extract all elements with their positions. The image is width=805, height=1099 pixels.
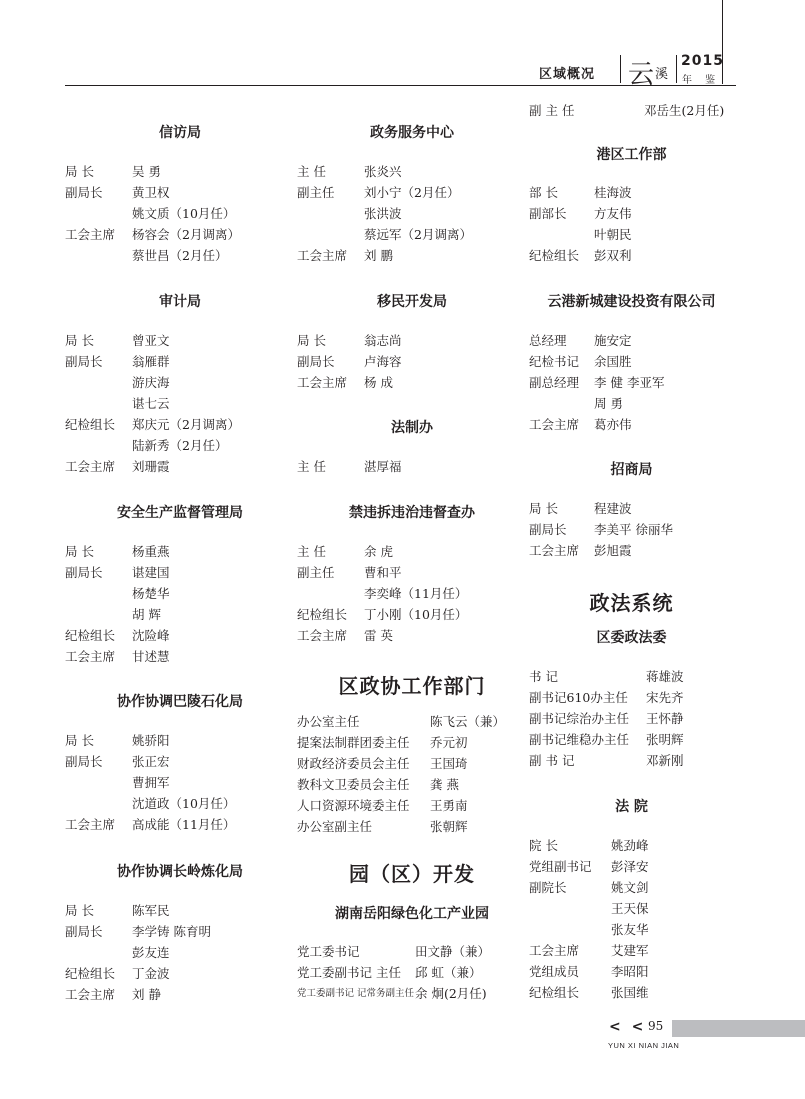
section-heading: 区政协工作部门 — [338, 674, 486, 698]
staff-name: 邓岳生(2月任) — [644, 103, 725, 118]
org-block — [297, 417, 527, 477]
staff-role: 主 任 — [297, 544, 326, 559]
staff-name: 陆新秀（2月任） — [132, 438, 228, 453]
org-title: 信访局 — [159, 125, 201, 141]
org-title: 移民开发局 — [377, 294, 447, 310]
staff-role: 副书记维稳办主任 — [529, 732, 630, 747]
org-block — [297, 502, 527, 646]
staff-name: 葛亦伟 — [594, 417, 632, 432]
staff-role: 副主任 — [297, 565, 335, 580]
org-title: 云港新城建设投资有限公司 — [547, 294, 716, 310]
org-block — [297, 122, 527, 266]
yearbook-year: 2015 — [681, 53, 724, 69]
staff-role: 局 长 — [65, 733, 94, 748]
staff-role: 纪检组长 — [529, 248, 580, 263]
staff-row — [65, 646, 295, 667]
staff-role: 工会主席 — [529, 417, 580, 432]
staff-role: 工会主席 — [297, 248, 348, 263]
staff-row — [65, 793, 295, 814]
staff-row — [297, 541, 527, 562]
staff-row — [297, 983, 527, 1004]
staff-name: 湛厚福 — [364, 459, 402, 474]
staff-name: 姚骄阳 — [132, 733, 170, 748]
staff-role: 局 长 — [297, 333, 326, 348]
staff-role: 主 任 — [297, 459, 326, 474]
staff-role: 纪检组长 — [297, 607, 348, 622]
staff-name: 丁金波 — [132, 966, 170, 981]
staff-role: 提案法制群团委主任 — [297, 735, 410, 750]
staff-role: 局 长 — [65, 164, 94, 179]
staff-name: 谌建国 — [132, 565, 170, 580]
staff-row — [529, 393, 734, 414]
staff-row — [65, 351, 295, 372]
staff-row — [297, 753, 527, 774]
footer-romanized-title: YUN XI NIAN JIAN — [608, 1041, 680, 1050]
staff-role: 教科文卫委员会主任 — [297, 777, 410, 792]
section-block — [529, 587, 734, 616]
staff-name: 彭双利 — [594, 248, 632, 263]
org-title: 区委政法委 — [596, 630, 667, 646]
staff-name: 郑庆元（2月调离） — [132, 417, 240, 432]
staff-role: 局 长 — [65, 903, 94, 918]
staff-row — [297, 962, 527, 983]
staff-name: 丁小刚（10月任） — [364, 607, 468, 622]
staff-name: 施安定 — [594, 333, 632, 348]
staff-row — [529, 540, 734, 561]
staff-name: 张友华 — [611, 922, 649, 937]
staff-name: 刘小宁（2月任） — [364, 185, 460, 200]
staff-role: 主 任 — [297, 164, 326, 179]
yearbook-logo-main: 云 — [628, 60, 655, 90]
page-number: 95 — [648, 1019, 664, 1033]
staff-name: 曾亚文 — [132, 333, 170, 348]
staff-row — [65, 414, 295, 435]
staff-name: 艾建军 — [611, 943, 649, 958]
staff-name: 杨楚华 — [132, 586, 170, 601]
staff-row — [297, 711, 527, 732]
staff-row — [529, 835, 734, 856]
staff-role: 党工委副书记 主任 — [297, 965, 401, 980]
staff-name: 黄卫权 — [132, 185, 170, 200]
staff-row — [65, 224, 295, 245]
staff-name: 姚文质（10月任） — [132, 206, 236, 221]
staff-row — [529, 708, 734, 729]
staff-name: 陈飞云（兼） — [430, 714, 506, 729]
staff-role: 党组成员 — [529, 964, 580, 979]
staff-row — [65, 730, 295, 751]
org-block — [65, 861, 295, 1005]
staff-role: 工会主席 — [529, 943, 580, 958]
staff-name: 卢海容 — [364, 354, 402, 369]
staff-name: 张炎兴 — [364, 164, 402, 179]
staff-role: 工会主席 — [65, 227, 116, 242]
org-block — [529, 459, 734, 561]
staff-row — [65, 330, 295, 351]
org-block — [529, 796, 734, 1003]
staff-role: 副局长 — [297, 354, 335, 369]
staff-row — [529, 351, 734, 372]
staff-role: 工会主席 — [297, 375, 348, 390]
staff-row — [529, 100, 734, 121]
staff-row — [65, 984, 295, 1005]
staff-row — [529, 666, 734, 687]
staff-role: 财政经济委员会主任 — [297, 756, 410, 771]
staff-row — [65, 435, 295, 456]
org-block — [65, 122, 295, 266]
org-block-continued — [529, 100, 734, 121]
staff-name: 杨容会（2月调离） — [132, 227, 240, 242]
staff-role: 副局长 — [529, 522, 567, 537]
staff-row — [65, 203, 295, 224]
staff-row — [297, 182, 527, 203]
staff-row — [65, 921, 295, 942]
staff-row — [65, 393, 295, 414]
staff-name: 刘 静 — [132, 987, 161, 1002]
org-block — [529, 627, 734, 771]
org-title: 湖南岳阳绿色化工产业园 — [335, 906, 489, 922]
staff-name: 王国琦 — [430, 756, 468, 771]
staff-row — [65, 625, 295, 646]
staff-role: 院 长 — [529, 838, 558, 853]
staff-role: 纪检组长 — [65, 966, 116, 981]
staff-name: 姚文剑 — [611, 880, 649, 895]
staff-name: 王勇南 — [430, 798, 468, 813]
staff-row — [529, 224, 734, 245]
staff-row — [297, 203, 527, 224]
staff-row — [529, 750, 734, 771]
staff-role: 副局长 — [65, 354, 103, 369]
org-title: 港区工作部 — [596, 147, 667, 163]
section-heading: 园（区）开发 — [349, 862, 475, 886]
staff-row — [297, 562, 527, 583]
staff-row — [529, 877, 734, 898]
staff-name: 龚 燕 — [430, 777, 459, 792]
staff-name: 姚劲峰 — [611, 838, 649, 853]
staff-name: 杨重燕 — [132, 544, 170, 559]
staff-row — [529, 961, 734, 982]
staff-role: 办公室副主任 — [297, 819, 373, 834]
staff-row — [65, 751, 295, 772]
staff-role: 纪检组长 — [65, 417, 116, 432]
staff-role: 副局长 — [65, 565, 103, 580]
header-separator — [676, 55, 677, 83]
staff-name: 杨 成 — [364, 375, 393, 390]
staff-name: 彭泽安 — [611, 859, 649, 874]
staff-row — [529, 940, 734, 961]
staff-row — [297, 732, 527, 753]
staff-name: 李美平 徐丽华 — [594, 522, 673, 537]
staff-role: 工会主席 — [65, 987, 116, 1002]
org-title: 政务服务中心 — [370, 125, 454, 141]
org-title: 协作协调长岭炼化局 — [117, 864, 243, 880]
staff-row — [65, 541, 295, 562]
staff-name: 张朝辉 — [430, 819, 468, 834]
section-block — [297, 858, 527, 887]
staff-row — [529, 372, 734, 393]
staff-name: 刘珊霞 — [132, 459, 170, 474]
staff-name: 曹拥军 — [132, 775, 170, 790]
staff-row — [529, 919, 734, 940]
staff-row — [297, 372, 527, 393]
staff-row — [529, 856, 734, 877]
staff-row — [529, 898, 734, 919]
staff-name: 沈道政（10月任） — [132, 796, 236, 811]
staff-role: 副 书 记 — [529, 753, 575, 768]
staff-role: 副局长 — [65, 754, 103, 769]
staff-row — [297, 816, 527, 837]
staff-row — [65, 604, 295, 625]
header-vertical-rule — [722, 0, 723, 84]
org-title: 法 院 — [615, 799, 648, 815]
staff-name: 彭友连 — [132, 945, 170, 960]
staff-name: 余 虎 — [364, 544, 393, 559]
staff-name: 邓新刚 — [646, 753, 684, 768]
staff-row — [65, 562, 295, 583]
staff-name: 陈军民 — [132, 903, 170, 918]
staff-role: 副部长 — [529, 206, 567, 221]
staff-row — [529, 414, 734, 435]
staff-name: 张正宏 — [132, 754, 170, 769]
staff-row — [529, 245, 734, 266]
staff-role: 部 长 — [529, 185, 558, 200]
staff-name: 雷 英 — [364, 628, 393, 643]
staff-row — [529, 519, 734, 540]
staff-name: 王天保 — [611, 901, 649, 916]
staff-role: 副主任 — [297, 185, 335, 200]
staff-role: 局 长 — [65, 544, 94, 559]
staff-name: 游庆海 — [132, 375, 170, 390]
staff-name: 王怀静 — [646, 711, 684, 726]
staff-name: 田文静（兼） — [415, 944, 491, 959]
staff-name: 李奕峰（11月任） — [364, 586, 468, 601]
staff-name: 余国胜 — [594, 354, 632, 369]
staff-name: 程建波 — [594, 501, 632, 516]
staff-row — [65, 942, 295, 963]
staff-name: 宋先齐 — [646, 690, 684, 705]
staff-row — [65, 772, 295, 793]
staff-name: 蔡世昌（2月任） — [132, 248, 228, 263]
staff-row — [297, 245, 527, 266]
staff-row — [65, 583, 295, 604]
staff-name: 张国维 — [611, 985, 649, 1000]
staff-row — [65, 161, 295, 182]
org-block — [65, 291, 295, 477]
staff-name: 翁志尚 — [364, 333, 402, 348]
staff-name: 蒋雄波 — [646, 669, 684, 684]
staff-name: 周 勇 — [594, 396, 623, 411]
staff-role: 副 主 任 — [529, 103, 575, 118]
yearbook-logo-sub: 溪 — [655, 67, 669, 82]
staff-name: 乔元初 — [430, 735, 468, 750]
staff-name: 叶朝民 — [594, 227, 632, 242]
staff-row — [529, 687, 734, 708]
org-title: 审计局 — [159, 294, 201, 310]
staff-name: 翁雁群 — [132, 354, 170, 369]
staff-role: 副书记综治办主任 — [529, 711, 630, 726]
org-title: 招商局 — [610, 462, 653, 478]
staff-row — [65, 182, 295, 203]
staff-name: 桂海波 — [594, 185, 632, 200]
staff-name: 张明辉 — [646, 732, 684, 747]
staff-role: 工会主席 — [65, 817, 116, 832]
header-separator — [620, 55, 621, 83]
staff-role: 工会主席 — [65, 649, 116, 664]
staff-role: 党工委书记 — [297, 944, 360, 959]
staff-role: 工会主席 — [65, 459, 116, 474]
staff-name: 甘述慧 — [132, 649, 170, 664]
org-title: 安全生产监督管理局 — [117, 505, 243, 521]
org-title: 禁违拆违治违督查办 — [349, 505, 475, 521]
staff-row — [297, 604, 527, 625]
staff-role: 局 长 — [65, 333, 94, 348]
staff-row — [529, 982, 734, 1003]
staff-role: 纪检组长 — [529, 985, 580, 1000]
staff-row — [297, 330, 527, 351]
staff-row — [297, 583, 527, 604]
staff-row — [297, 941, 527, 962]
staff-role: 党工委副书记 记常务副主任 — [297, 988, 415, 999]
staff-name: 曹和平 — [364, 565, 402, 580]
staff-name: 蔡远军（2月调离） — [364, 227, 472, 242]
staff-name: 李 健 李亚军 — [594, 375, 665, 390]
staff-name: 邱 虹（兼） — [415, 965, 482, 980]
staff-role: 书 记 — [529, 669, 558, 684]
org-block — [65, 502, 295, 667]
footer-bar — [672, 1020, 805, 1037]
staff-row — [529, 729, 734, 750]
staff-role: 副总经理 — [529, 375, 580, 390]
org-block — [529, 291, 734, 435]
org-block — [297, 903, 527, 1004]
section-heading: 政法系统 — [589, 591, 674, 615]
org-block — [529, 144, 734, 266]
staff-role: 副局长 — [65, 185, 103, 200]
staff-name: 李昭阳 — [611, 964, 649, 979]
staff-row — [529, 330, 734, 351]
staff-row — [297, 625, 527, 646]
staff-role: 副局长 — [65, 924, 103, 939]
staff-role: 工会主席 — [297, 628, 348, 643]
staff-row — [65, 245, 295, 266]
staff-role: 局 长 — [529, 501, 558, 516]
staff-role: 纪检组长 — [65, 628, 116, 643]
staff-role: 副院长 — [529, 880, 567, 895]
staff-row — [65, 963, 295, 984]
staff-name: 刘 鹏 — [364, 248, 393, 263]
staff-row — [65, 456, 295, 477]
staff-name: 谌七云 — [132, 396, 170, 411]
staff-row — [297, 774, 527, 795]
org-title: 法制办 — [391, 420, 433, 436]
staff-row — [297, 161, 527, 182]
staff-name: 沈险峰 — [132, 628, 170, 643]
section-title: 区域概况 — [539, 67, 596, 82]
staff-name: 高成能（11月任） — [132, 817, 236, 832]
staff-row — [297, 224, 527, 245]
staff-name: 余 炯(2月任) — [415, 986, 487, 1001]
staff-role: 人口资源环境委主任 — [297, 798, 410, 813]
org-block — [297, 670, 527, 837]
staff-role: 党组副书记 — [529, 859, 592, 874]
staff-name: 李学铸 陈育明 — [132, 924, 211, 939]
staff-role: 总经理 — [529, 333, 567, 348]
staff-row — [65, 814, 295, 835]
staff-row — [529, 182, 734, 203]
staff-row — [297, 795, 527, 816]
staff-row — [65, 900, 295, 921]
yearbook-label: 年 鉴 — [682, 75, 721, 86]
staff-role: 办公室主任 — [297, 714, 360, 729]
staff-row — [297, 456, 527, 477]
page-arrows: < < — [609, 1019, 647, 1035]
staff-role: 副书记610办主任 — [529, 690, 628, 705]
staff-name: 胡 辉 — [132, 607, 161, 622]
staff-row — [65, 372, 295, 393]
staff-name: 方友伟 — [594, 206, 632, 221]
staff-role: 工会主席 — [529, 543, 580, 558]
staff-row — [297, 351, 527, 372]
org-block — [65, 691, 295, 835]
staff-role: 纪检书记 — [529, 354, 580, 369]
org-title: 协作协调巴陵石化局 — [117, 694, 243, 710]
staff-name: 张洪波 — [364, 206, 402, 221]
staff-name: 吴 勇 — [132, 164, 161, 179]
staff-name: 彭旭霞 — [594, 543, 632, 558]
staff-row — [529, 498, 734, 519]
org-block — [297, 291, 527, 393]
staff-row — [529, 203, 734, 224]
